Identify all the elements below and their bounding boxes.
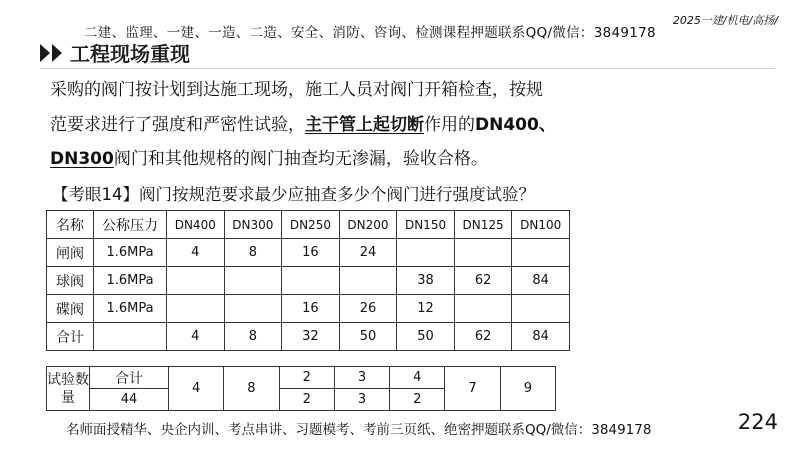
table-header-cell: 公称压力: [94, 211, 167, 239]
table-header-cell: DN100: [512, 211, 570, 239]
table-cell: 62: [454, 323, 512, 351]
table-cell: 1.6MPa: [94, 239, 167, 267]
table-cell: [224, 267, 282, 295]
table-cell: [454, 239, 512, 267]
table-cell: 合计: [47, 323, 94, 351]
table-cell: [339, 267, 397, 295]
table-cell: 8: [224, 367, 279, 411]
footer-banner: 名师面授精华、央企内训、考点串讲、习题模考、考前三页纸、绝密押题联系QQ/微信：3849178: [66, 422, 652, 438]
underlined-phrase: 主干管上起切断: [305, 115, 424, 135]
underlined-phrase: DN300: [50, 149, 114, 169]
table-cell: 球阀: [47, 267, 94, 295]
table-cell: 16: [282, 239, 340, 267]
table-cell: 62: [454, 267, 512, 295]
paragraph-line-1: 采购的阀门按计划到达施工现场，施工人员对阀门开箱检查，按规: [50, 80, 543, 100]
table-header-cell: DN400: [167, 211, 225, 239]
table-cell: 50: [339, 323, 397, 351]
table-header-cell: DN250: [282, 211, 340, 239]
chevron-right-icon: [52, 44, 62, 62]
table-header-cell: 名称: [47, 211, 94, 239]
table-header-cell: DN300: [224, 211, 282, 239]
table-cell: 84: [512, 323, 570, 351]
table-cell: 7: [445, 367, 500, 411]
table-cell: [282, 267, 340, 295]
table-cell: [167, 295, 225, 323]
table-cell: 3: [334, 389, 389, 411]
table-cell: 9: [500, 367, 555, 411]
course-tag: 2025一建/机电/高扬/: [672, 14, 778, 27]
table-cell: [454, 295, 512, 323]
table-header-cell: DN150: [397, 211, 455, 239]
table-cell: 26: [339, 295, 397, 323]
title-block: [40, 38, 190, 67]
test-quantity-table: [46, 366, 556, 411]
title-divider: [40, 68, 775, 69]
table-cell: 38: [397, 267, 455, 295]
table-cell: 4: [167, 323, 225, 351]
table-cell: 32: [282, 323, 340, 351]
table-cell: 1.6MPa: [94, 295, 167, 323]
table-cell: 1.6MPa: [94, 267, 167, 295]
table-row: [47, 367, 556, 389]
table-cell: 50: [397, 323, 455, 351]
table-cell: [397, 239, 455, 267]
table-cell: 8: [224, 323, 282, 351]
total-label: 合计: [90, 367, 169, 389]
table-cell: 4: [390, 367, 445, 389]
question-text: 【考眼14】阀门按规范要求最少应抽查多少个阀门进行强度试验？: [52, 185, 535, 204]
table-cell: 4: [167, 239, 225, 267]
paragraph-text: 作用的: [424, 115, 475, 135]
table-header-cell: DN125: [454, 211, 512, 239]
table-row: [47, 323, 570, 351]
table-header-row: [47, 211, 570, 239]
table-cell: [167, 267, 225, 295]
table-cell: 2: [390, 389, 445, 411]
table-cell: 闸阀: [47, 239, 94, 267]
top-banner: 二建、监理、一建、一造、二造、安全、消防、咨询、检测课程押题联系QQ/微信：3849178: [84, 25, 656, 41]
table-cell: 12: [397, 295, 455, 323]
table-row: [47, 295, 570, 323]
total-value: 44: [90, 389, 169, 411]
paragraph-line-3: [50, 149, 750, 169]
table-cell: [512, 239, 570, 267]
paragraph-text: 范要求进行了强度和严密性试验，: [50, 115, 305, 135]
table-cell: 8: [224, 239, 282, 267]
table-cell: 84: [512, 267, 570, 295]
table-cell: 24: [339, 239, 397, 267]
bold-phrase: DN400、: [475, 115, 556, 135]
table-cell: 3: [334, 367, 389, 389]
valve-table: [46, 210, 570, 351]
test-quantity-label: 试验数量: [47, 367, 90, 411]
page-title: 工程现场重现: [70, 42, 190, 66]
table-cell: [512, 295, 570, 323]
page-number: 224: [737, 410, 778, 434]
table-cell: [94, 323, 167, 351]
table-row: [47, 267, 570, 295]
table-header-cell: DN200: [339, 211, 397, 239]
table-cell: 2: [279, 389, 334, 411]
table-cell: [224, 295, 282, 323]
paragraph-line-2: [50, 115, 750, 135]
paragraph-text: 阀门和其他规格的阀门抽查均无渗漏，验收合格。: [113, 149, 488, 169]
table-cell: 2: [279, 367, 334, 389]
chevron-right-icon: [40, 44, 50, 62]
table-cell: 4: [169, 367, 224, 411]
table-cell: 碟阀: [47, 295, 94, 323]
table-row: [47, 239, 570, 267]
table-cell: 16: [282, 295, 340, 323]
